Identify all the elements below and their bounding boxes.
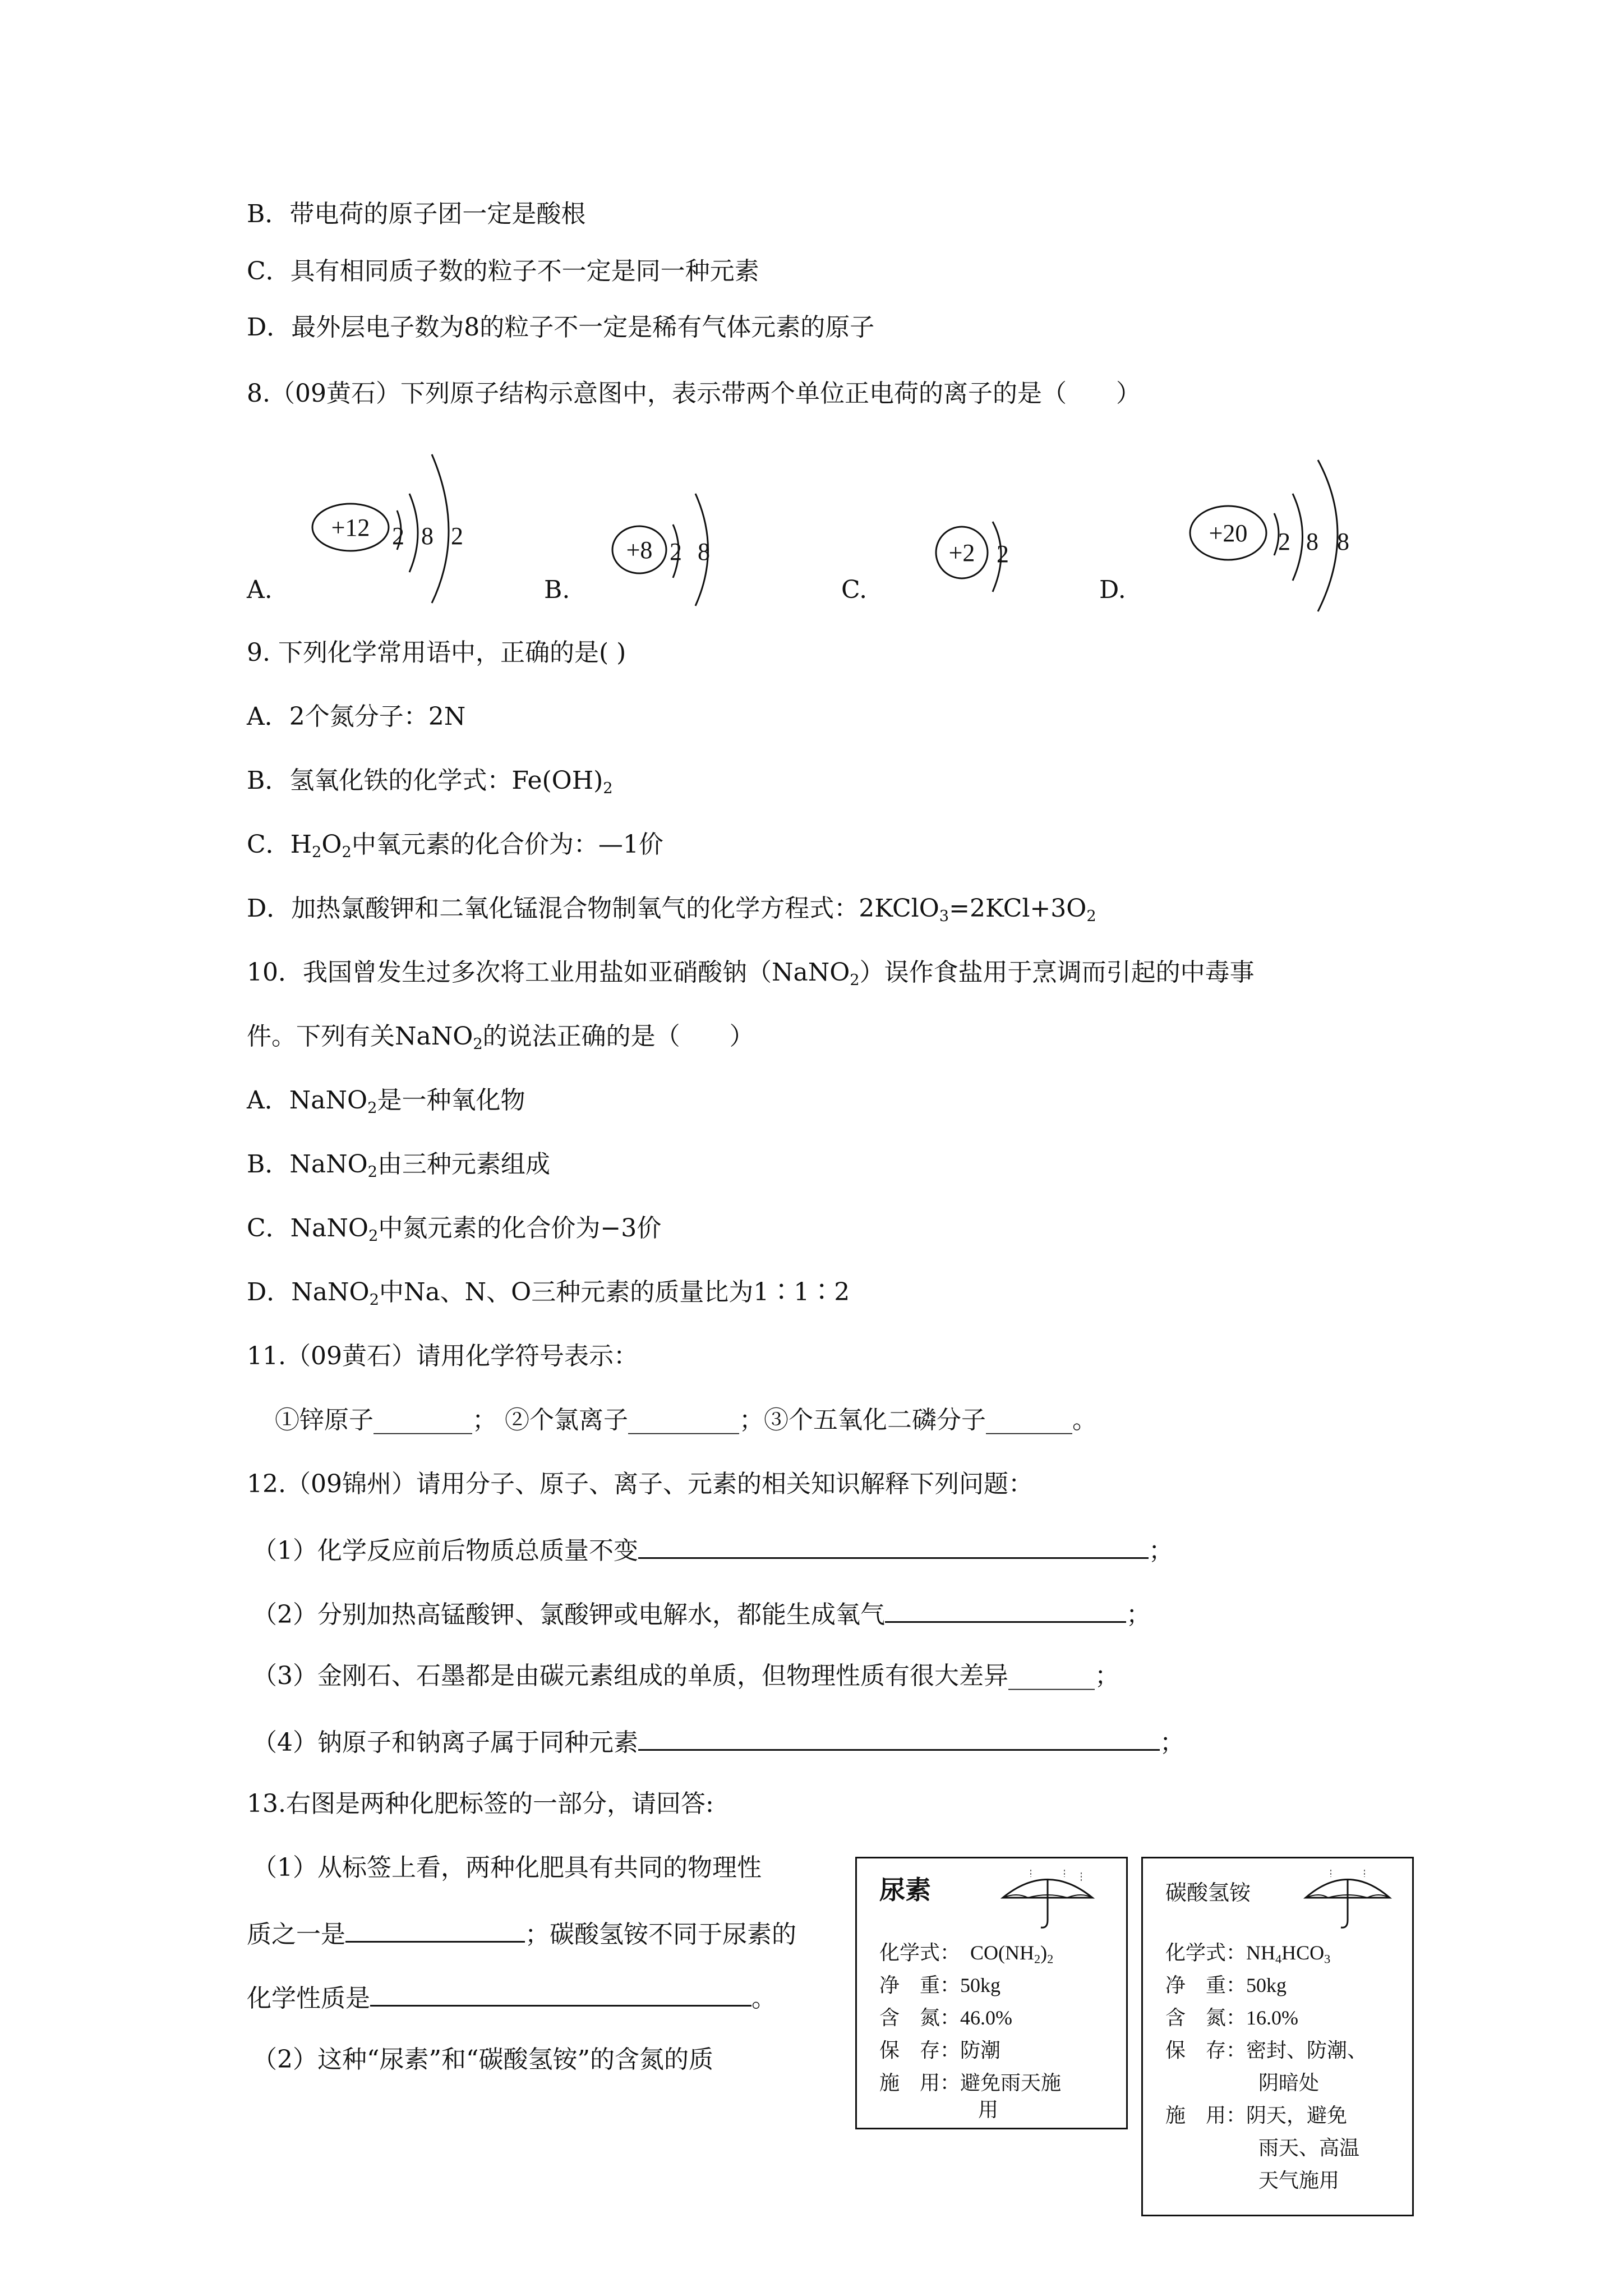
- q11-stem: 11.（09黄石）请用化学符号表示：: [247, 1342, 638, 1370]
- shell-electrons: 8: [1306, 528, 1318, 555]
- q12-item-3: （3）金刚石、石墨都是由碳元素组成的单质，但物理性质有很大差异_______；: [252, 1662, 1119, 1690]
- q12-item-4: （4）钠原子和钠离子属于同种元素 ；: [252, 1728, 1184, 1757]
- q7-option-d: D．最外层电子数为8的粒子不一定是稀有气体元素的原子: [247, 313, 875, 342]
- q9-option-d: D．加热氯酸钾和二氧化锰混合物制氧气的化学方程式：$2KClO_3=2KCl+3O_2$: [247, 894, 1096, 926]
- shell-electrons: 8: [1337, 528, 1349, 555]
- nh4hco3-storage: 保 存：密封、防潮、: [1165, 2039, 1368, 2062]
- urea-storage: 保 存：防潮: [879, 2039, 1001, 2062]
- nh4hco3-nitrogen: 含 氮：16.0%: [1165, 2007, 1298, 2029]
- q8-option-d-letter: D.: [1099, 576, 1126, 604]
- q8-option-b-letter: B.: [544, 576, 570, 604]
- atom-diagram-c: [920, 499, 1032, 606]
- ammonium-bicarbonate-label: [1141, 1857, 1414, 2216]
- q10-option-a: A．NaNO$_2$是一种氧化物: [247, 1086, 525, 1117]
- q7-option-b: B．带电荷的原子团一定是酸根: [247, 200, 586, 228]
- shell-electrons: 2: [670, 538, 682, 565]
- q9-option-a: A．2个氮分子：2N: [247, 702, 466, 731]
- nh4hco3-formula: 化学式：$NH_4HCO_3$: [1165, 1941, 1331, 1966]
- q12-item-2: （2）分别加热高锰酸钾、氯酸钾或电解水，都能生成氧气 ；: [252, 1600, 1151, 1629]
- nh4hco3-usage: 施 用：阴天，避免: [1165, 2104, 1348, 2127]
- q9-option-b: B．氢氧化铁的化学式：$Fe(OH)_2$: [247, 766, 613, 798]
- q8-stem: 8.（09黄石）下列原子结构示意图中，表示带两个单位正电荷的离子的是（ ）: [247, 379, 1141, 408]
- q7-option-c: C．具有相同质子数的粒子不一定是同一种元素: [247, 257, 759, 286]
- answer-blank[interactable]: [885, 1600, 1126, 1623]
- urea-label: [855, 1857, 1128, 2129]
- nh4hco3-label-title: 碳酸氢铵: [1165, 1880, 1251, 1905]
- nucleus-charge: +12: [331, 514, 370, 541]
- umbrella-icon: [1300, 1867, 1395, 1934]
- answer-blank[interactable]: [638, 1536, 1149, 1559]
- shell-electrons: 2: [997, 540, 1009, 568]
- q13-part1-line3: 化学性质是 。: [247, 1984, 776, 2013]
- urea-formula: 化学式： $CO(NH_2)_2$: [879, 1941, 1054, 1966]
- answer-blank[interactable]: [345, 1920, 525, 1943]
- nucleus-charge: +2: [948, 539, 975, 567]
- shell-electrons: 8: [421, 522, 434, 550]
- q12-item-1: （1）化学反应前后物质总质量不变 ；: [252, 1536, 1173, 1565]
- q8-option-a-letter: A.: [247, 576, 273, 604]
- atom-diagram-b: [600, 471, 746, 611]
- q13-part1-line2: 质之一是 ；碳酸氢铵不同于尿素的: [247, 1920, 796, 1949]
- nucleus-charge: +8: [626, 536, 653, 564]
- urea-usage-cont: 用: [978, 2099, 999, 2121]
- answer-blank[interactable]: [638, 1728, 1160, 1751]
- nucleus-charge: +20: [1209, 519, 1248, 547]
- q13-stem: 13.右图是两种化肥标签的一部分，请回答:: [247, 1789, 714, 1818]
- q10-stem-line1: 10．我国曾发生过多次将工业用盐如亚硝酸钠（NaNO$_2$）误作食盐用于烹调而引起的中毒事: [247, 958, 1255, 990]
- atom-diagram-a: [303, 449, 471, 611]
- urea-usage: 施 用：避免雨天施: [879, 2072, 1062, 2094]
- shell-electrons: 2: [451, 522, 463, 550]
- nh4hco3-net-weight: 净 重：50kg: [1165, 1974, 1287, 1996]
- atom-diagram-d: [1178, 449, 1391, 617]
- nh4hco3-usage-cont2: 天气施用: [1258, 2169, 1340, 2192]
- shell-electrons: 2: [392, 522, 404, 550]
- urea-net-weight: 净 重：50kg: [879, 1974, 1001, 1996]
- q11-answer-line: ①锌原子________； ②个氯离子_________；③个五氧化二磷分子_______。: [275, 1406, 1097, 1434]
- q10-option-c: C．NaNO$_2$中氮元素的化合价为−3价: [247, 1214, 662, 1245]
- q12-stem: 12.（09锦州）请用分子、原子、离子、元素的相关知识解释下列问题：: [247, 1470, 1033, 1498]
- q10-stem-line2: 件。下列有关NaNO$_2$的说法正确的是（ ）: [247, 1022, 754, 1053]
- q10-option-b: B．NaNO$_2$由三种元素组成: [247, 1150, 550, 1181]
- q9-option-c: C．$H_2O_2$中氧元素的化合价为：—1价: [247, 830, 663, 862]
- q13-part1-line1: （1）从标签上看，两种化肥具有共同的物理性: [252, 1853, 762, 1882]
- urea-label-title: 尿素: [879, 1875, 931, 1905]
- umbrella-icon: [997, 1867, 1098, 1934]
- q10-option-d: D．NaNO$_2$中Na、N、O三种元素的质量比为1∶1∶2: [247, 1278, 850, 1309]
- q13-part2-line1: （2）这种“尿素”和“碳酸氢铵”的含氮的质: [252, 2045, 713, 2074]
- nh4hco3-storage-cont: 阴暗处: [1258, 2072, 1320, 2094]
- shell-electrons: 2: [1278, 528, 1290, 555]
- answer-blank[interactable]: [370, 1984, 751, 2007]
- q8-option-c-letter: C.: [841, 576, 868, 604]
- shell-electrons: 8: [698, 538, 710, 565]
- urea-nitrogen: 含 氮：46.0%: [879, 2007, 1012, 2029]
- q9-stem: 9. 下列化学常用语中，正确的是( ): [247, 638, 626, 667]
- nh4hco3-usage-cont: 雨天、高温: [1258, 2137, 1360, 2159]
